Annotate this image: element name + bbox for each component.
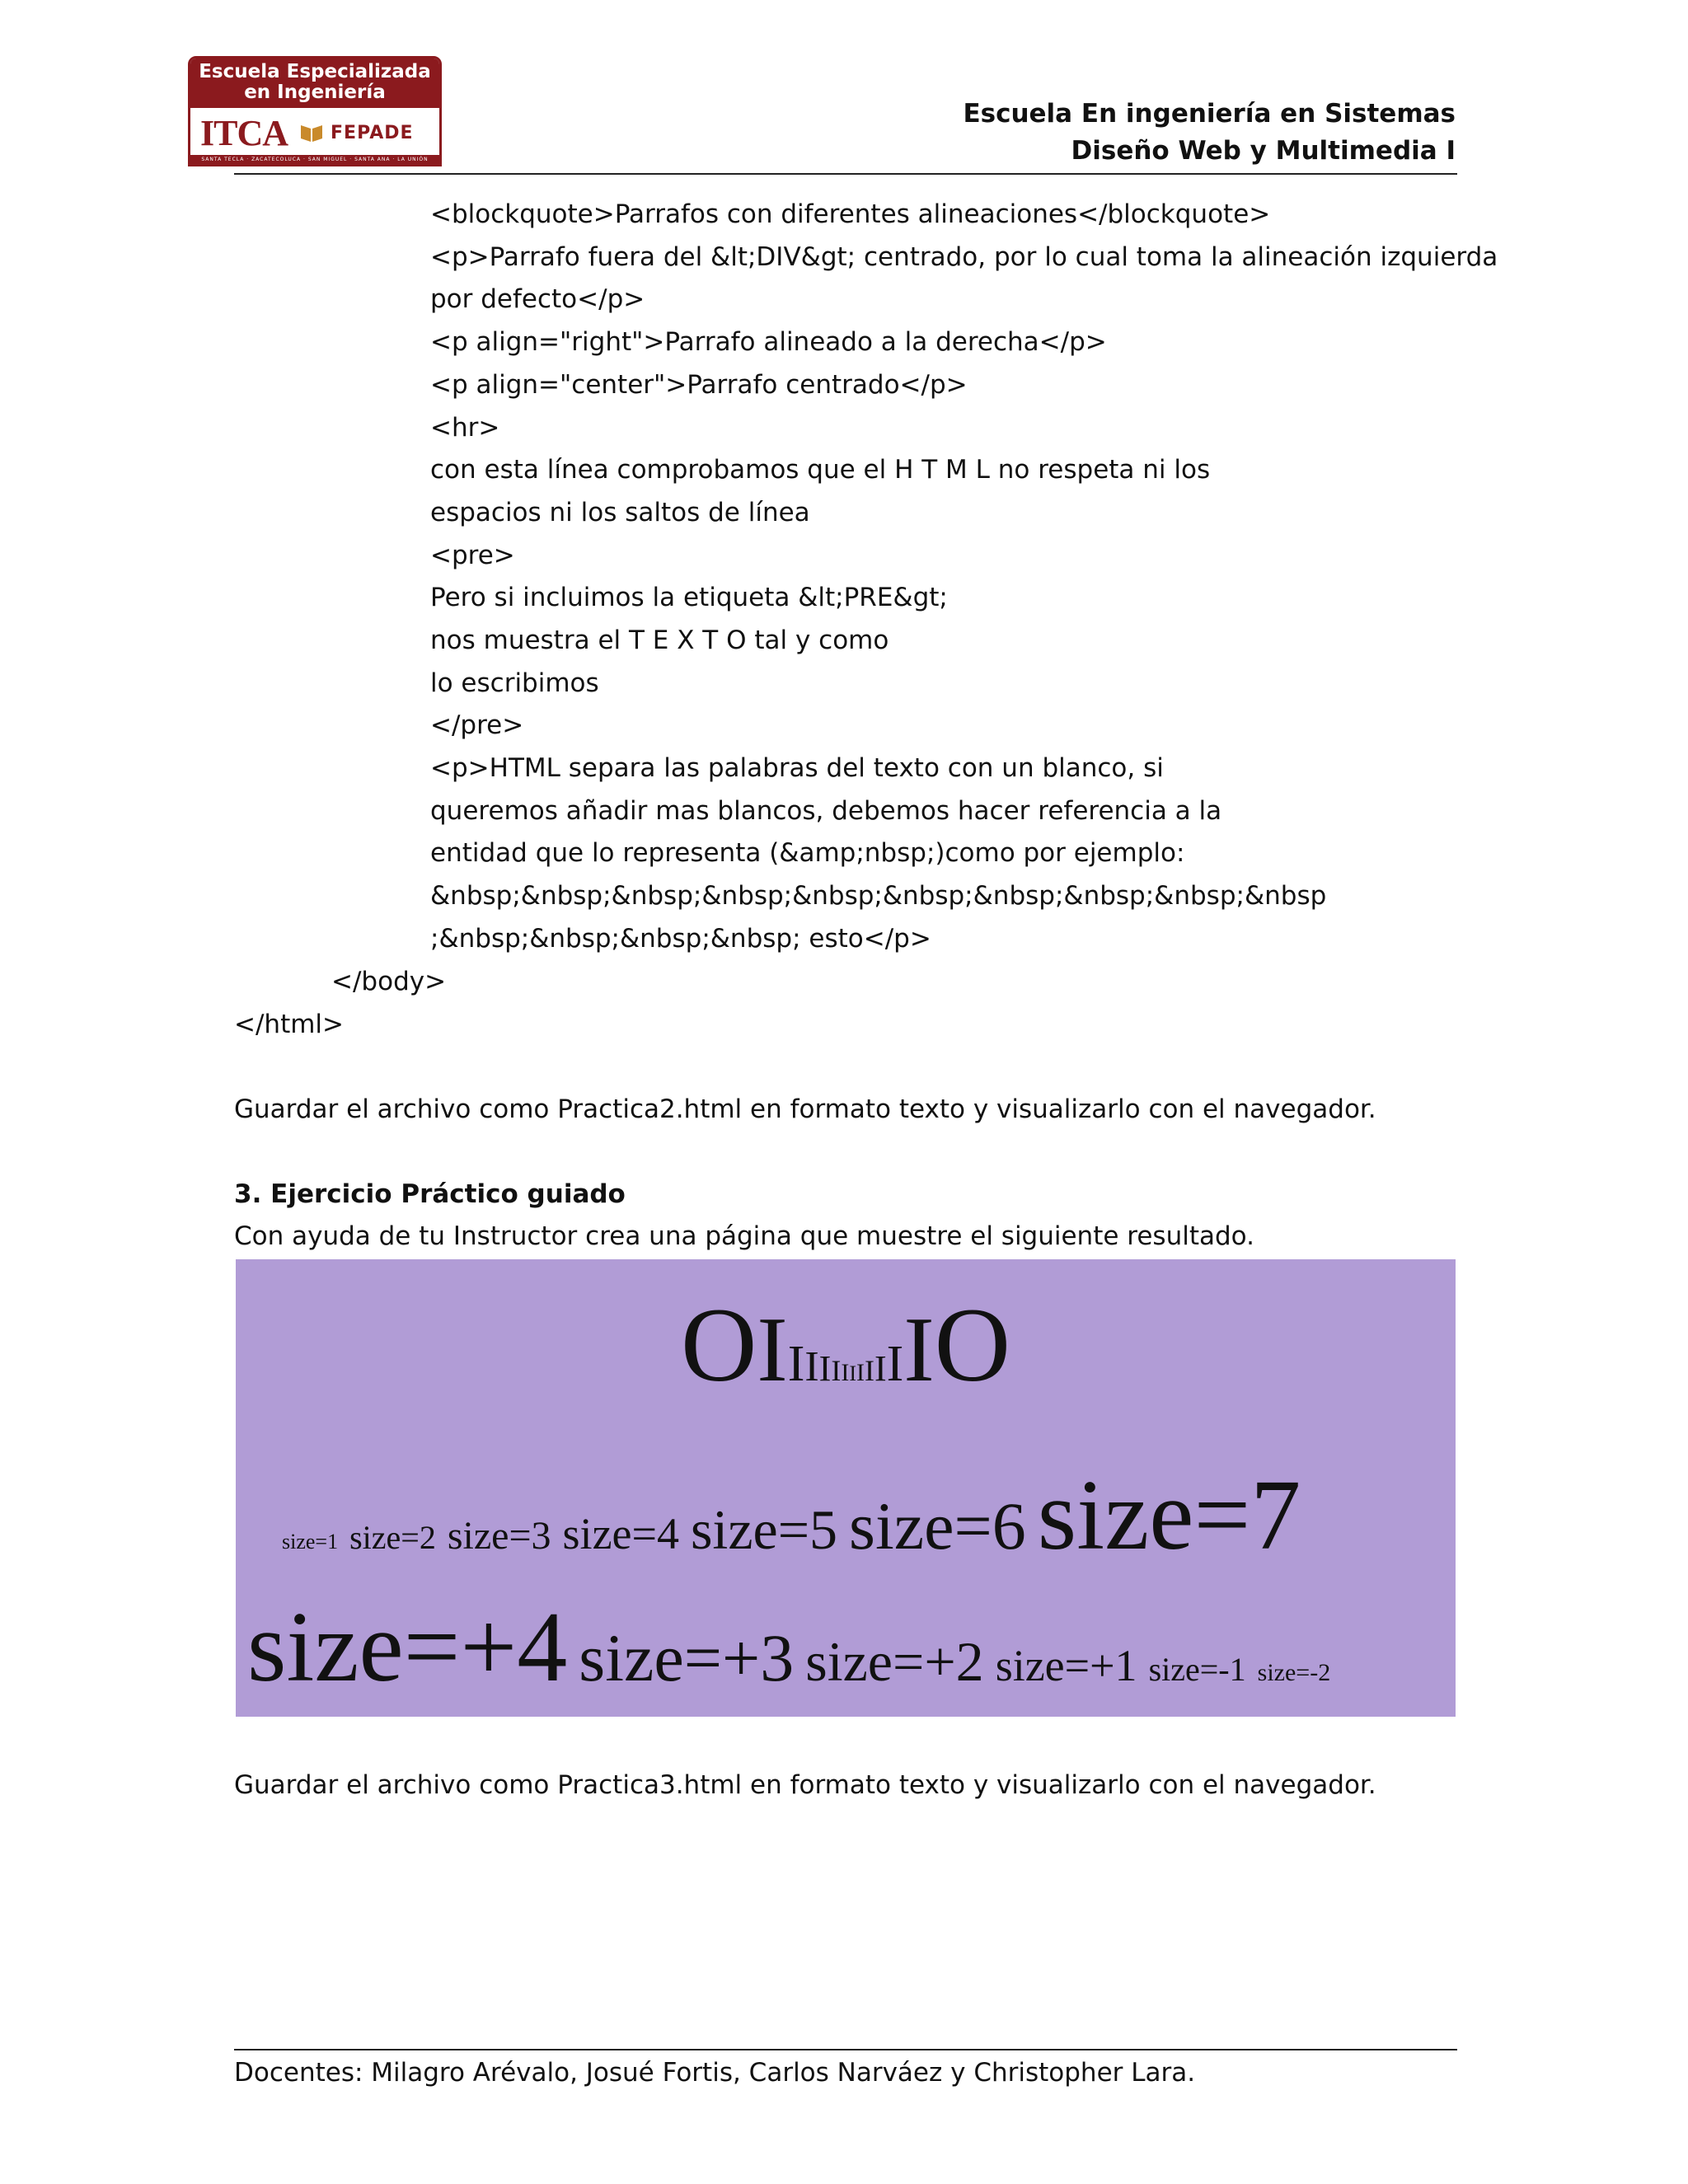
logo-brand: ITCA (200, 112, 288, 153)
code-line: espacios ni los saltos de línea (430, 498, 810, 527)
header-school: Escuela En ingeniería en Sistemas (963, 99, 1456, 129)
logo-tagline: SANTA TECLA · ZACATECOLUCA · SAN MIGUEL · SANTA ANA · LA UNIÓN (190, 155, 439, 164)
code-line: <blockquote>Parrafos con diferentes alineaciones</blockquote> (430, 199, 1271, 229)
code-line: nos muestra el T E X T O tal y como (430, 626, 889, 655)
oi-glyph: I (818, 1348, 832, 1389)
code-line: <hr> (430, 413, 500, 443)
institution-logo (188, 56, 442, 166)
logo-title (190, 59, 439, 108)
code-line: por defecto</p> (430, 284, 645, 314)
font-size-sample: size=-2 (1257, 1659, 1331, 1686)
code-line: <p>HTML separa las palabras del texto con un blanco, si (430, 753, 1164, 783)
logo-brand-row (190, 108, 439, 157)
oi-glyph: I (849, 1361, 856, 1385)
oi-glyph: I (841, 1359, 850, 1386)
footer-teachers: Docentes: Milagro Arévalo, Josué Fortis, Carlos Narváez y Christopher Lara. (234, 2058, 1196, 2088)
code-line: <pre> (430, 541, 515, 570)
font-size-sample: size=6 (849, 1488, 1026, 1563)
font-size-row-absolute (282, 1460, 1312, 1571)
font-size-sample: size=+3 (579, 1620, 795, 1695)
oi-glyph: O (680, 1286, 757, 1404)
font-size-sample: size=-1 (1148, 1651, 1246, 1688)
logo-line-2: en Ingeniería (244, 82, 386, 103)
font-size-sample: size=+1 (995, 1641, 1137, 1690)
oi-glyph: I (757, 1299, 788, 1401)
font-size-sample: size=+2 (805, 1630, 984, 1693)
logo-partner: FEPADE (331, 122, 414, 143)
oi-glyph: I (865, 1354, 874, 1387)
save-instruction-practica3: Guardar el archivo como Practica3.html en formato texto y visualizarlo con el navegador. (234, 1770, 1376, 1800)
font-size-sample: size=1 (282, 1530, 339, 1554)
code-line: &nbsp;&nbsp;&nbsp;&nbsp;&nbsp;&nbsp;&nbsp;&nbsp;&nbsp;&nbsp (430, 881, 1327, 911)
code-closing-html: </html> (234, 1010, 345, 1039)
header-course: Diseño Web y Multimedia I (1071, 136, 1456, 166)
code-line: Pero si incluimos la etiqueta &lt;PRE&gt; (430, 583, 948, 612)
oi-glyph: I (874, 1348, 887, 1389)
section-title: 3. Ejercicio Práctico guiado (234, 1179, 626, 1209)
oi-glyph: I (903, 1299, 935, 1401)
font-size-sample: size=7 (1037, 1460, 1301, 1571)
code-line: ;&nbsp;&nbsp;&nbsp;&nbsp; esto</p> (430, 924, 931, 954)
code-closing-body: </body> (331, 967, 447, 996)
footer-rule (234, 2049, 1457, 2050)
save-instruction-practica2: Guardar el archivo como Practica2.html en formato texto y visualizarlo con el navegador. (234, 1094, 1376, 1124)
oi-glyph: O (934, 1286, 1011, 1404)
code-line: entidad que lo representa (&amp;nbsp;)como por ejemplo: (430, 838, 1185, 868)
result-figure (236, 1259, 1456, 1717)
oi-glyph: I (856, 1359, 865, 1386)
logo-line-1: Escuela Especializada (199, 61, 431, 82)
font-size-row-relative (247, 1591, 1342, 1703)
font-size-sample: size=2 (349, 1519, 436, 1556)
code-line: <p>Parrafo fuera del &lt;DIV&gt; centrado, por lo cual toma la alineación izquierda (430, 242, 1498, 272)
code-line: lo escribimos (430, 668, 599, 698)
oi-glyph-row (236, 1286, 1456, 1408)
code-line: <p align="center">Parrafo centrado</p> (430, 370, 968, 400)
font-size-sample: size=5 (690, 1498, 838, 1561)
book-icon (299, 122, 324, 143)
code-line: <p align="right">Parrafo alineado a la derecha</p> (430, 327, 1107, 357)
oi-glyph: I (787, 1336, 805, 1392)
section-intro: Con ayuda de tu Instructor crea una página que muestre el siguiente resultado. (234, 1221, 1254, 1251)
header-rule (234, 173, 1457, 175)
oi-glyph: I (886, 1336, 904, 1392)
code-line: queremos añadir mas blancos, debemos hacer referencia a la (430, 796, 1222, 826)
font-size-sample: size=+4 (247, 1591, 568, 1703)
code-line: con esta línea comprobamos que el H T M L no respeta ni los (430, 455, 1211, 485)
font-size-sample: size=3 (447, 1514, 551, 1558)
font-size-sample: size=4 (562, 1509, 679, 1558)
oi-glyph: I (804, 1343, 819, 1390)
oi-glyph: I (831, 1354, 842, 1387)
code-line: </pre> (430, 710, 524, 740)
